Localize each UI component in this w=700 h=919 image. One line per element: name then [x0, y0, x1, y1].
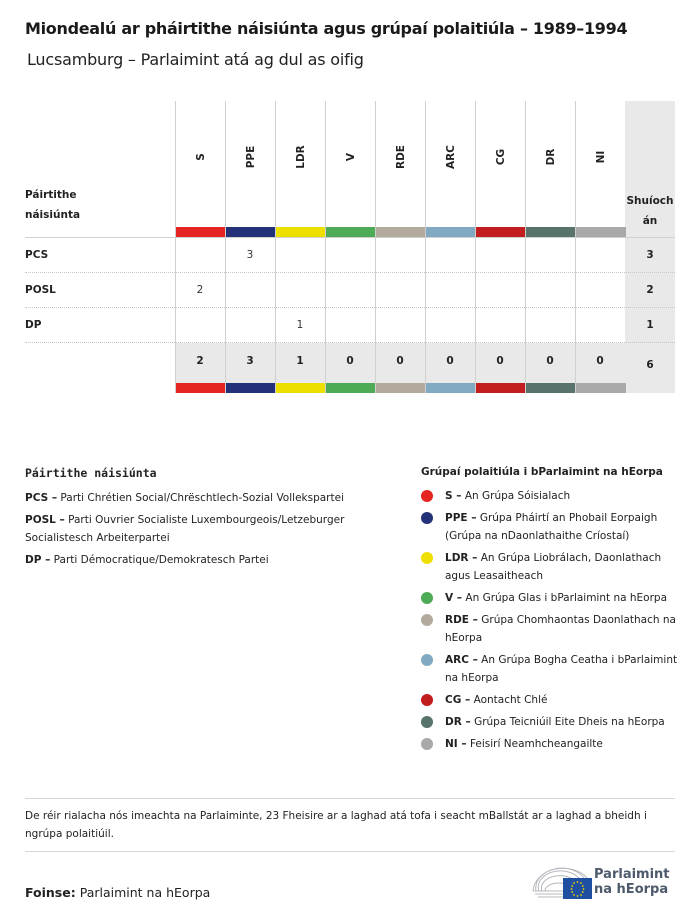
row-divider	[25, 272, 675, 273]
column-header	[226, 101, 276, 227]
group-color-bar	[276, 383, 326, 393]
column-header-label: S	[195, 153, 207, 161]
column-cg	[475, 101, 525, 393]
column-header-label: RDE	[395, 145, 407, 169]
seat-cell: 2	[196, 284, 204, 296]
group-name: An Grúpa Glas i bParlaimint na hEorpa	[465, 592, 668, 604]
row-divider	[25, 307, 675, 308]
row-total: 3	[646, 249, 654, 261]
column-header	[426, 101, 476, 227]
group-color-bar	[226, 227, 276, 237]
group-abbr: ARC –	[445, 654, 478, 666]
group-legend-title: Grúpaí polaitiúla i bParlaimint na hEorpa	[421, 466, 663, 478]
group-name: An Grúpa Sóisialach	[464, 490, 571, 502]
group-abbr: S –	[445, 490, 462, 502]
column-header-label: NI	[595, 150, 607, 164]
group-name: Feisirí Neamhcheangailte	[469, 738, 603, 750]
seat-cell: 1	[296, 319, 304, 331]
chart-subtitle: Lucsamburg – Parlaimint atá ag dul as oifig	[27, 50, 364, 69]
group-name: Grúpa Chomhaontas Daonlathach na hEorpa	[445, 614, 676, 644]
column-ni	[575, 101, 625, 393]
source-line	[25, 885, 210, 900]
national-legend-title: Páirtithe náisiúnta	[25, 466, 157, 480]
group-abbr: RDE –	[445, 614, 478, 626]
row-label: POSL	[25, 284, 56, 296]
group-legend-item	[421, 509, 681, 545]
group-color-bar	[576, 383, 626, 393]
divider	[25, 851, 675, 852]
column-header	[326, 101, 376, 227]
political-groups-legend	[421, 466, 681, 757]
total-header-line-1: Shuíoch	[626, 195, 674, 207]
column-header-label: CG	[495, 148, 507, 166]
group-color-bar	[476, 383, 526, 393]
group-abbr: PPE –	[445, 512, 477, 524]
group-color-bar	[576, 227, 626, 237]
group-legend-item	[421, 549, 681, 585]
party-abbr: DP –	[25, 554, 51, 566]
column-ldr	[275, 101, 325, 393]
group-color-bar	[426, 383, 476, 393]
total-column	[625, 101, 675, 393]
row-divider	[25, 342, 675, 343]
seat-cell: 3	[246, 249, 254, 261]
group-legend-item	[421, 651, 681, 687]
group-color-dot-icon	[421, 592, 433, 604]
column-header	[526, 101, 576, 227]
group-name: Aontacht Chlé	[473, 694, 548, 706]
group-name: Grúpa Teicniúil Eite Dheis na hEorpa	[474, 716, 665, 728]
total-header	[625, 191, 675, 231]
group-color-bar	[426, 227, 476, 237]
group-color-bar	[526, 227, 576, 237]
group-color-bar	[326, 227, 376, 237]
group-abbr: DR –	[445, 716, 471, 728]
column-total: 3	[246, 355, 254, 367]
group-legend-item	[421, 611, 681, 647]
party-name: Parti Ouvrier Socialiste Luxembourgeois/Letzeburger Socialistesch Arbeiterpartei	[25, 514, 345, 544]
column-rde	[375, 101, 425, 393]
column-total: 0	[496, 355, 504, 367]
row-label: PCS	[25, 249, 49, 261]
column-total: 0	[596, 355, 604, 367]
column-total: 2	[196, 355, 204, 367]
group-legend-item	[421, 487, 681, 505]
logo-line-2: na hEorpa	[594, 882, 669, 897]
group-name: Grúpa Pháirtí an Phobail Eorpaigh (Grúpa na nDaonlathaithe Críostaí)	[445, 512, 658, 542]
column-header-label: LDR	[295, 145, 307, 169]
row-header: Páirtithe náisiúnta	[25, 189, 81, 221]
group-color-bar	[176, 383, 226, 393]
column-header-label: DR	[545, 148, 557, 166]
column-total: 0	[396, 355, 404, 367]
group-color-dot-icon	[421, 738, 433, 750]
group-color-dot-icon	[421, 552, 433, 564]
column-arc	[425, 101, 475, 393]
total-header-line-2: án	[642, 215, 658, 227]
group-name: An Grúpa Bogha Ceatha i bParlaimint na hEorpa	[445, 654, 678, 684]
column-header	[376, 101, 426, 227]
column-header	[576, 101, 626, 227]
ep-logo	[530, 861, 680, 901]
party-abbr: PCS –	[25, 492, 58, 504]
row-total: 1	[646, 319, 654, 331]
logo-text	[594, 867, 670, 897]
group-color-dot-icon	[421, 490, 433, 502]
column-header-label: V	[345, 152, 357, 162]
national-legend-item	[25, 489, 375, 507]
column-header	[176, 101, 226, 227]
group-color-dot-icon	[421, 716, 433, 728]
party-name: Parti Chrétien Social/Chrëschtlech-Sozial Vollekspartei	[60, 492, 344, 504]
column-header-label: PPE	[245, 145, 257, 169]
group-color-bar	[226, 383, 276, 393]
national-parties-legend	[25, 466, 375, 573]
group-legend-item	[421, 691, 681, 709]
divider	[25, 798, 675, 799]
column-header	[476, 101, 526, 227]
column-header	[276, 101, 326, 227]
group-color-bar	[176, 227, 226, 237]
source-label: Foinse:	[25, 885, 76, 900]
hemicycle-icon	[530, 861, 592, 901]
group-abbr: LDR –	[445, 552, 478, 564]
logo-line-1: Parlaimint	[594, 867, 670, 882]
column-v	[325, 101, 375, 393]
national-legend-item	[25, 551, 375, 569]
party-abbr: POSL –	[25, 514, 65, 526]
group-color-bar	[326, 383, 376, 393]
group-color-bar	[376, 383, 426, 393]
group-color-dot-icon	[421, 512, 433, 524]
row-label: DP	[25, 319, 42, 331]
chart-title: Miondealú ar pháirtithe náisiúnta agus grúpaí polaitiúla – 1989–1994	[25, 19, 628, 38]
group-color-bar	[376, 227, 426, 237]
group-color-dot-icon	[421, 614, 433, 626]
group-color-dot-icon	[421, 694, 433, 706]
column-ppe	[225, 101, 275, 393]
group-color-bar	[526, 383, 576, 393]
grand-total: 6	[646, 359, 654, 371]
column-total: 0	[446, 355, 454, 367]
footnote: De réir rialacha nós imeachta na Parlaiminte, 23 Fheisire ar a laghad atá tofa i seacht mBallstát ar a laghad a bheidh i ngrúpa polaitiúil.	[25, 810, 647, 840]
group-abbr: NI –	[445, 738, 467, 750]
column-s	[175, 101, 225, 393]
party-name: Parti Démocratique/Demokratesch Partei	[53, 554, 269, 566]
group-name: An Grúpa Liobrálach, Daonlathach agus Leasaitheach	[445, 552, 662, 582]
column-total: 0	[546, 355, 554, 367]
group-legend-item	[421, 589, 681, 607]
group-legend-item	[421, 735, 681, 753]
row-total: 2	[646, 284, 654, 296]
group-abbr: CG –	[445, 694, 471, 706]
group-color-bar	[276, 227, 326, 237]
group-abbr: V –	[445, 592, 463, 604]
group-color-dot-icon	[421, 654, 433, 666]
group-legend-item	[421, 713, 681, 731]
breakdown-table	[25, 101, 675, 393]
source-value: Parlaimint na hEorpa	[79, 885, 211, 900]
column-header-label: ARC	[445, 145, 457, 169]
column-total: 0	[346, 355, 354, 367]
national-legend-item	[25, 511, 375, 547]
column-dr	[525, 101, 575, 393]
column-total: 1	[296, 355, 304, 367]
group-color-bar	[476, 227, 526, 237]
